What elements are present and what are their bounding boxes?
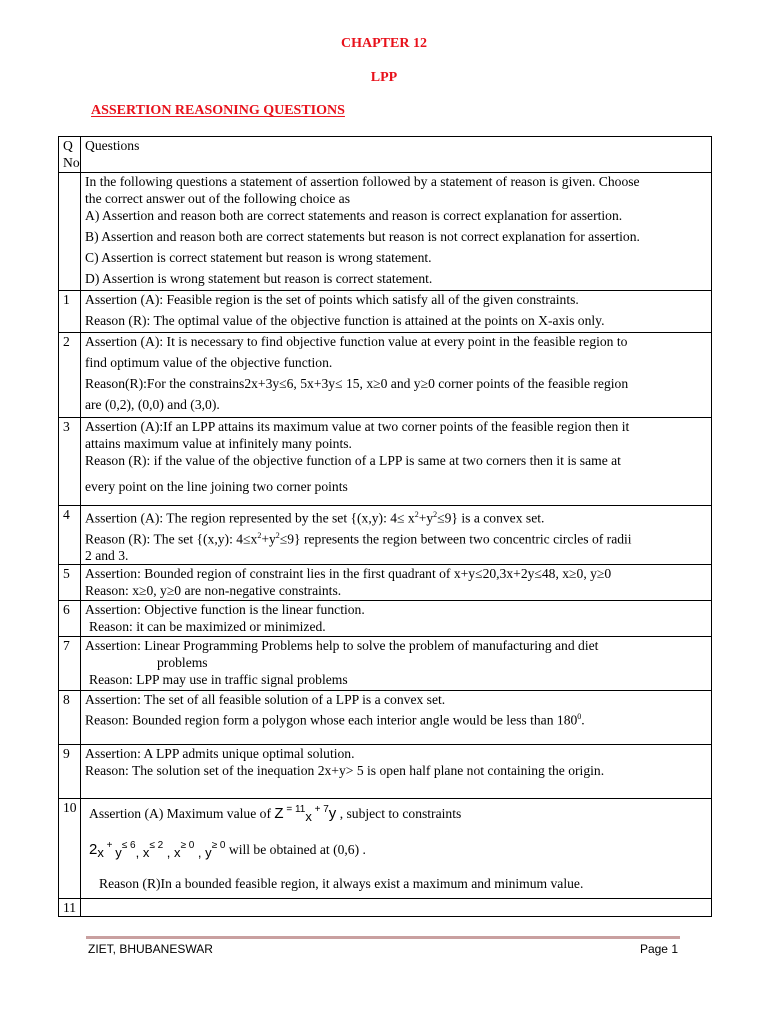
table-row: 5 Assertion: Bounded region of constraint lies in the first quadrant of x+y≤20,3x+2y≤48, x≥0, y≥0 Reason: x≥0, y≥0 are non-negative constraints. bbox=[59, 565, 712, 601]
table-row: 8 Assertion: The set of all feasible solution of a LPP is a convex set. Reason: Bounded region form a polygon whose each interior angle would be less than $180^0$. bbox=[59, 691, 712, 745]
footer-divider bbox=[86, 936, 680, 939]
table-row: 9 Assertion: A LPP admits unique optimal solution. Reason: The solution set of the inequation 2x+y> 5 is open half plane not containing the origin. bbox=[59, 745, 712, 799]
page-number: Page 1 bbox=[639, 942, 678, 956]
chapter-heading: CHAPTER 12 bbox=[341, 36, 427, 51]
footer-institution: ZIET, BHUBANESWAR bbox=[88, 942, 213, 956]
subject-heading: LPP bbox=[370, 70, 398, 85]
table-header-row bbox=[59, 137, 712, 173]
col-no-header: Q No bbox=[59, 137, 81, 173]
table-row: 4 Assertion (A): The region represented by the set {(x,y): $4\le x^2+y^2\le 9$} is a convex set. Reason (R): The set {(x,y): $4\le x^2+y^2\le 9$} represents the region between two concentric circles of radii 2 and 3. bbox=[59, 506, 712, 565]
table-row: 7 Assertion: Linear Programming Problems help to solve the problem of manufacturing and diet problems Reason: LPP may use in traffic signal problems bbox=[59, 637, 712, 691]
instructions-cell: In the following questions a statement of assertion followed by a statement of reason is given. Choose the correct answer out of the following choice as A) Assertion and reason both are correct statements and reason is correct explanation for assertion. B) Assertion and reason both are correct statements but reason is not correct explanation for assertion. C) Assertion is correct statement but reason is wrong statement. D) Assertion is wrong statement but reason is correct statement. bbox=[81, 173, 712, 291]
table-row: 10 Assertion (A) Maximum value of Z $^{= 11}$x $^{+ 7}$y , subject to constraints 2x + $y^{\le 6}$, $x^{\le 2}$ , $x^{\ge 0}$ , $y^{\ge 0}$ will be obtained at (0,6) . Reason (R)In a bounded feasible region, it always exist a maximum and minimum value. bbox=[59, 799, 712, 899]
section-title: ASSERTION REASONING QUESTIONS bbox=[91, 103, 345, 118]
table-row: 6 Assertion: Objective function is the linear function. Reason: it can be maximized or minimized. bbox=[59, 601, 712, 637]
instructions-row bbox=[59, 173, 712, 291]
table-row: 2 Assertion (A): It is necessary to find objective function value at every point in the feasible region to find optimum value of the objective function. Reason(R):For the constrains2x+3y≤6, 5x+3y≤ 15, x≥0 and y≥0 corner points of the feasible region are (0,2), (0,0) and (3,0). bbox=[59, 333, 712, 418]
questions-table bbox=[58, 136, 712, 917]
table-row: 11 bbox=[59, 899, 712, 917]
table-row: 3 Assertion (A):If an LPP attains its maximum value at two corner points of the feasible region then it attains maximum value at infinitely many points. Reason (R): if the value of the objective function of a LPP is same at two corners then it is same at every point on the line joining two corner points bbox=[59, 418, 712, 506]
table-row: 1 Assertion (A): Feasible region is the set of points which satisfy all of the given constraints. Reason (R): The optimal value of the objective function is attained at the points on X-axis only. bbox=[59, 291, 712, 333]
col-questions-header: Questions bbox=[81, 137, 712, 173]
